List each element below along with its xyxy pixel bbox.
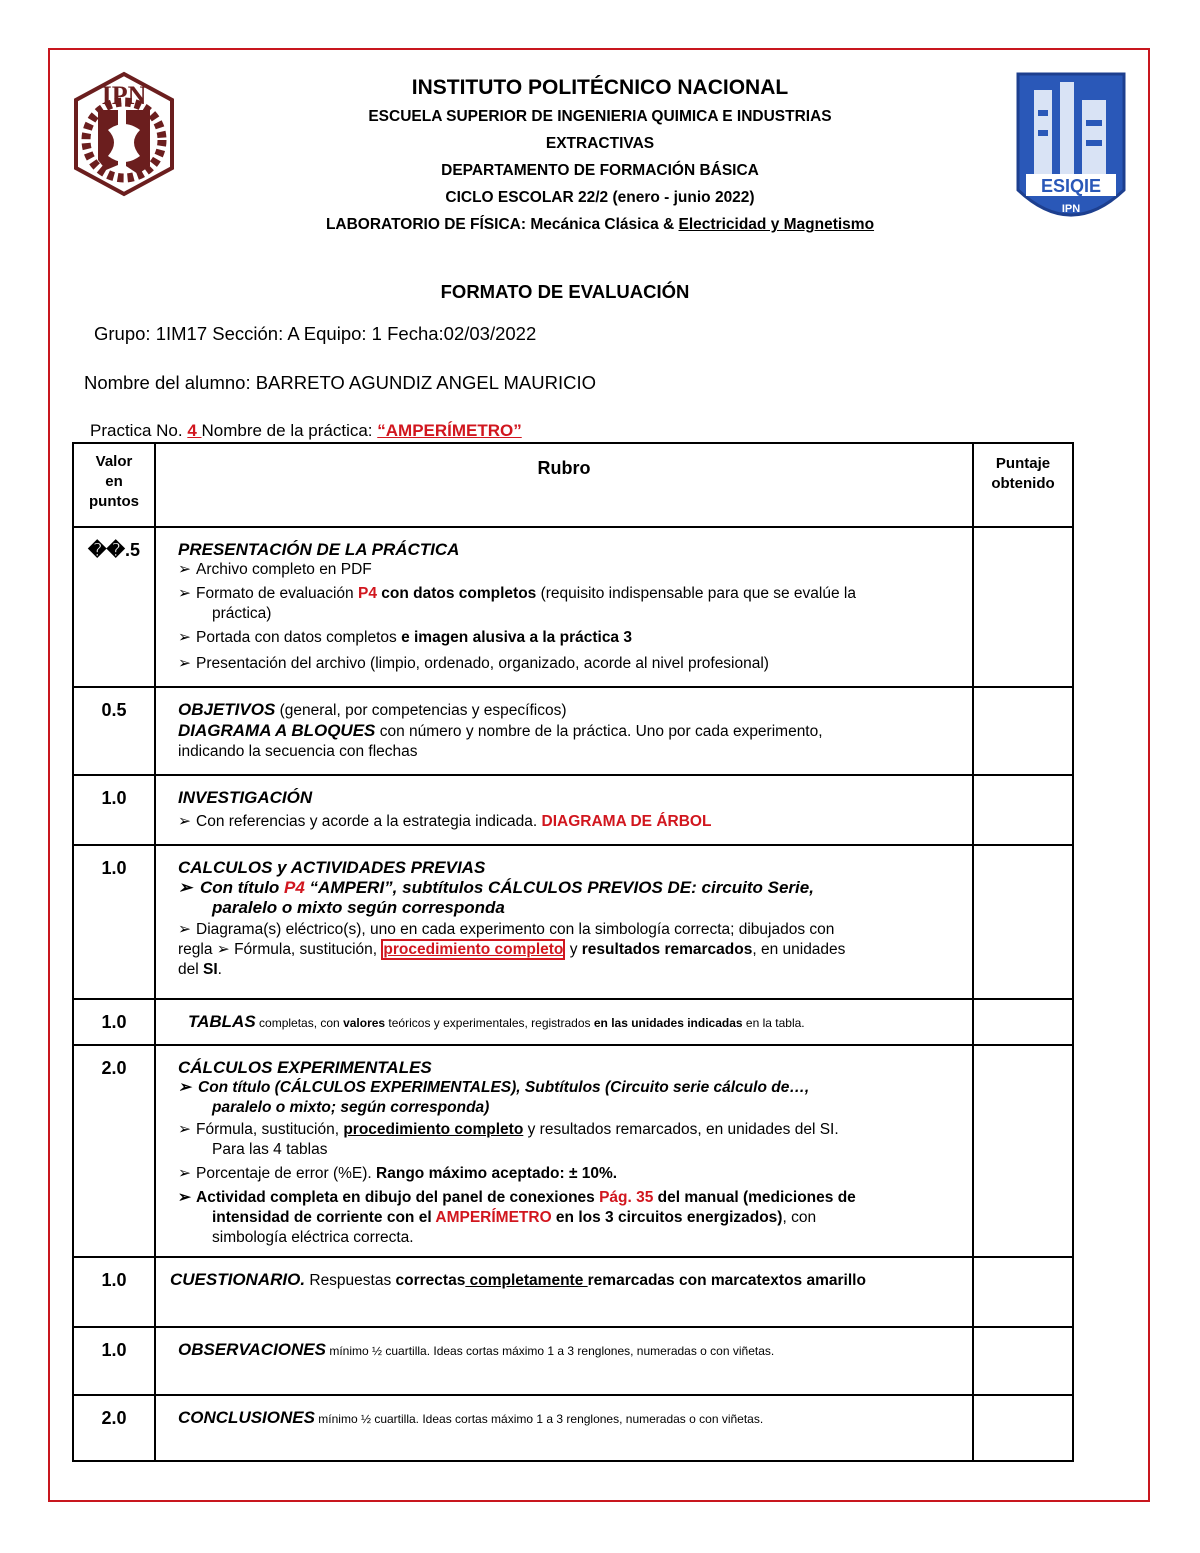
esiqie-logo-sub: IPN: [1061, 203, 1081, 215]
row-title: CONCLUSIONES: [178, 1408, 315, 1427]
evaluation-table: [72, 442, 1074, 1462]
row-bullet: en los 3 circuitos energizados): [551, 1209, 783, 1226]
school-cycle: CICLO ESCOLAR 22/2 (enero - junio 2022): [445, 189, 755, 206]
row-bullet: Con referencias y acorde a la estrategia indicada.: [196, 813, 542, 830]
row-score[interactable]: [973, 527, 1073, 687]
row-bullet: (requisito indispensable para que se evalúe la: [536, 585, 856, 602]
row-title: INVESTIGACIÓN: [178, 788, 313, 807]
practice-number: 4: [187, 421, 202, 440]
row-value: 2.0: [73, 1045, 155, 1257]
row-rubro: [155, 999, 973, 1045]
row-bullet: del: [178, 961, 203, 978]
row-text: (general, por competencias y específicos): [275, 702, 567, 719]
row-value: 1.0: [73, 999, 155, 1045]
form-title: FORMATO DE EVALUACIÓN: [440, 281, 690, 302]
arrow-bullet: ➢: [178, 1165, 191, 1182]
row-text: Respuestas: [305, 1272, 396, 1289]
group-line: Grupo: 1IM17 Sección: A Equipo: 1 Fecha:02/03/2022: [94, 323, 537, 344]
ipn-logo-text: IPN: [101, 81, 147, 110]
row-bullet: Fórmula, sustitución,: [196, 1121, 344, 1138]
institute-name: INSTITUTO POLITÉCNICO NACIONAL: [411, 76, 789, 99]
row-score[interactable]: [973, 999, 1073, 1045]
row-score[interactable]: [973, 687, 1073, 775]
practice-prefix: Practica No.: [90, 421, 188, 440]
arrow-bullet: ➢: [178, 1189, 191, 1206]
row-bullet-red: DIAGRAMA DE ÁRBOL: [541, 813, 712, 830]
laboratory-line: [200, 216, 1000, 234]
row-title: OBSERVACIONES: [178, 1340, 326, 1359]
arrow-bullet: ➢: [178, 1121, 191, 1138]
table-row: [73, 775, 1073, 845]
row-bullet-bold: e imagen alusiva a la práctica 3: [401, 629, 632, 646]
arrow-bullet: ➢: [178, 655, 191, 672]
table-row: [73, 527, 1073, 687]
header-value-cell: [73, 443, 155, 527]
row-bullet-bold: procedimiento completo: [343, 1121, 524, 1138]
school-name-line2: EXTRACTIVAS: [545, 135, 655, 152]
row-score[interactable]: [973, 1327, 1073, 1395]
header-score-l1: Puntaje: [995, 455, 1051, 472]
arrow-bullet: ➢: [178, 1079, 191, 1096]
practice-mid: Nombre de la práctica:: [201, 421, 378, 440]
school-name-line1: ESCUELA SUPERIOR DE INGENIERIA QUIMICA E INDUSTRIAS: [368, 108, 832, 125]
row-text-underlined: completamente: [465, 1272, 588, 1289]
row-bullet: práctica): [212, 605, 272, 622]
row-title: PRESENTACIÓN DE LA PRÁCTICA: [178, 540, 460, 559]
arrow-bullet: ➢: [216, 941, 230, 958]
table-row: [73, 1395, 1073, 1461]
row-bullet-red: Pág. 35: [599, 1189, 654, 1206]
row-value: ��.5: [73, 527, 155, 687]
row-value: 1.0: [73, 845, 155, 999]
row-bullet-bold: Rango máximo aceptado: ± 10%.: [376, 1165, 618, 1182]
row-text-bold: remarcadas con marcatextos amarillo: [587, 1272, 866, 1289]
arrow-bullet: ➢: [178, 629, 191, 646]
row-title: CALCULOS y ACTIVIDADES PREVIAS: [178, 858, 486, 877]
row-bullet: “AMPERI”, subtítulos CÁLCULOS PREVIOS DE: circuito Serie,: [304, 878, 814, 897]
arrow-bullet: ➢: [178, 561, 191, 578]
row-rubro: [155, 527, 973, 687]
row-bullet-bold: SI: [203, 961, 218, 978]
practice-name: “AMPERÍMETRO”: [377, 421, 522, 440]
row-rubro: [155, 775, 973, 845]
row-bullet: paralelo o mixto según corresponda: [212, 898, 505, 917]
header-rubro-cell: Rubro: [155, 443, 973, 527]
table-row: [73, 687, 1073, 775]
row-bullet: Con título: [200, 878, 285, 897]
row-bullet-bold: con datos completos: [376, 585, 537, 602]
table-row: [73, 1327, 1073, 1395]
row-bullet: Presentación del archivo (limpio, ordenado, organizado, acorde al nivel profesional): [196, 655, 769, 672]
row-bullet: del manual (mediciones de: [653, 1189, 856, 1206]
header-value-l2: en: [105, 473, 123, 490]
table-row: [73, 999, 1073, 1045]
row-text: mínimo ½ cuartilla. Ideas cortas máximo 1 a 3 renglones, numeradas o con viñetas.: [326, 1344, 775, 1358]
row-text: con número y nombre de la práctica. Uno por cada experimento,: [375, 723, 823, 740]
table-row: [73, 1045, 1073, 1257]
header-score-l2: obtenido: [991, 475, 1055, 492]
row-text-bold: valores: [343, 1016, 386, 1030]
header-value-l3: puntos: [89, 493, 139, 510]
row-score[interactable]: [973, 1257, 1073, 1327]
row-value: 2.0: [73, 1395, 155, 1461]
row-bullet: Con título (CÁLCULOS EXPERIMENTALES), Subtítulos (Circuito serie cálculo de…,: [198, 1079, 810, 1096]
row-text-bold: en las unidades indicadas: [593, 1016, 743, 1030]
row-bullet: .: [217, 961, 222, 978]
row-text: teóricos y experimentales, registrados: [385, 1016, 594, 1030]
header-value-l1: Valor: [95, 453, 133, 470]
header-score-cell: [973, 443, 1073, 527]
row-rubro: [155, 1327, 973, 1395]
practice-line: [90, 421, 522, 441]
row-bullet: Porcentaje de error (%E).: [196, 1165, 377, 1182]
row-bullet-red: P4: [284, 878, 305, 897]
row-rubro: [155, 1045, 973, 1257]
row-title: OBJETIVOS: [178, 700, 276, 719]
row-text: indicando la secuencia con flechas: [178, 743, 418, 760]
row-value: 0.5: [73, 687, 155, 775]
row-rubro: [155, 845, 973, 999]
row-bullet: y resultados remarcados, en unidades del SI.: [523, 1121, 839, 1138]
row-bullet: Archivo completo en PDF: [196, 561, 372, 578]
row-rubro: [155, 687, 973, 775]
table-row: [73, 1257, 1073, 1327]
row-bullet: regla: [178, 941, 217, 958]
ipn-logo: [68, 70, 180, 198]
row-text: completas, con: [255, 1016, 344, 1030]
row-bullet-bold: resultados remarcados: [581, 941, 753, 958]
lab-prefix: LABORATORIO DE FÍSICA: Mecánica Clásica &: [325, 216, 679, 233]
row-bullet: simbología eléctrica correcta.: [212, 1229, 414, 1246]
row-bullet: y: [565, 941, 582, 958]
row-title: CÁLCULOS EXPERIMENTALES: [178, 1058, 432, 1077]
row-value: 1.0: [73, 1257, 155, 1327]
row-text-bold: correctas: [395, 1272, 466, 1289]
row-bullet: , con: [782, 1209, 817, 1226]
row-bullet: Para las 4 tablas: [212, 1141, 328, 1158]
student-line: Nombre del alumno: BARRETO AGUNDIZ ANGEL MAURICIO: [84, 372, 596, 393]
row-bullet: intensidad de corriente con el: [212, 1209, 436, 1226]
row-bullet: Formato de evaluación: [196, 585, 358, 602]
row-text: en la tabla.: [742, 1016, 805, 1030]
row-subtitle: DIAGRAMA A BLOQUES: [178, 721, 376, 740]
row-rubro: [155, 1257, 973, 1327]
table-header-row: [73, 443, 1073, 527]
esiqie-logo-text: ESIQIE: [1040, 176, 1102, 196]
arrow-bullet: ➢: [178, 878, 193, 897]
row-bullet-red: P4: [357, 585, 377, 602]
row-bullet: paralelo o mixto; según corresponda): [212, 1099, 490, 1116]
lab-underlined: Electricidad y Magnetismo: [678, 216, 875, 233]
row-bullet: , en unidades: [752, 941, 846, 958]
table-row: [73, 845, 1073, 999]
row-bullet: Diagrama(s) eléctrico(s), uno en cada experimento con la simbología correcta; dibujados con: [196, 921, 835, 938]
row-bullet-red: AMPERÍMETRO: [435, 1209, 552, 1226]
row-score[interactable]: [973, 1045, 1073, 1257]
row-value: 1.0: [73, 1327, 155, 1395]
row-bullet: Portada con datos completos: [196, 629, 402, 646]
row-value: 1.0: [73, 775, 155, 845]
department-name: DEPARTAMENTO DE FORMACIÓN BÁSICA: [441, 162, 759, 179]
row-bullet-boxed: procedimiento completo: [383, 941, 564, 958]
arrow-bullet: ➢: [178, 813, 191, 830]
esiqie-logo: [1014, 70, 1128, 228]
row-text: mínimo ½ cuartilla. Ideas cortas máximo 1 a 3 renglones, numeradas o con viñetas.: [314, 1412, 764, 1426]
row-score[interactable]: [973, 775, 1073, 845]
arrow-bullet: ➢: [178, 921, 191, 938]
arrow-bullet: ➢: [178, 585, 191, 602]
row-title: CUESTIONARIO.: [170, 1270, 306, 1289]
row-bullet: Fórmula, sustitución,: [229, 941, 382, 958]
row-score[interactable]: [973, 845, 1073, 999]
row-score[interactable]: [973, 1395, 1073, 1461]
row-bullet: Actividad completa en dibujo del panel de conexiones: [196, 1189, 600, 1206]
row-rubro: [155, 1395, 973, 1461]
row-title: TABLAS: [188, 1012, 256, 1031]
